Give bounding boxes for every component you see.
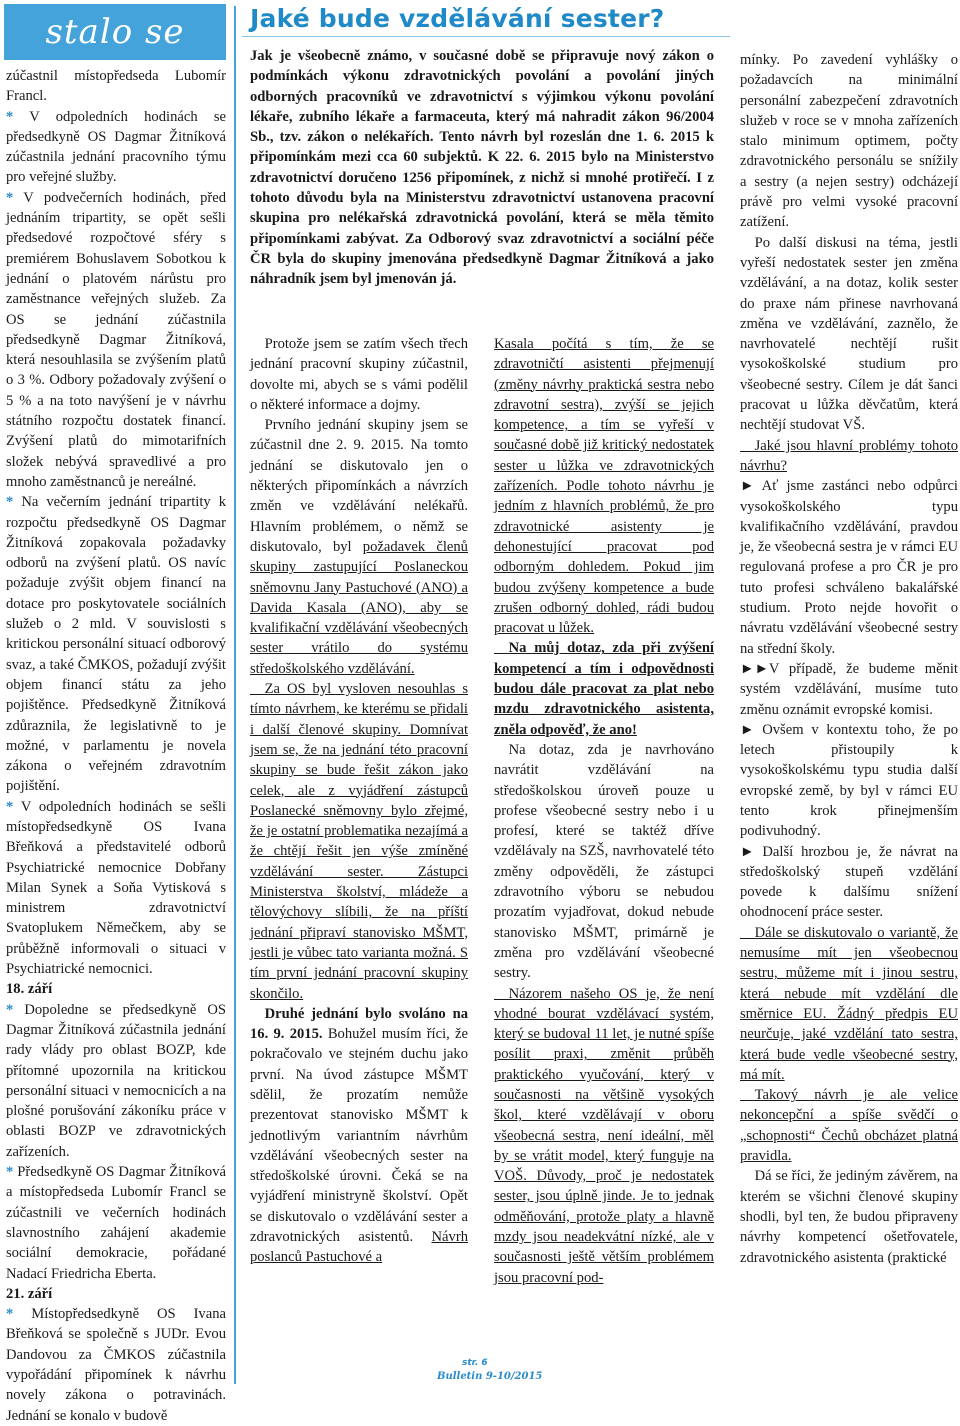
body-paragraph: Jaké jsou hlavní problémy tohoto návrhu?	[740, 437, 958, 474]
body-paragraph: Na dotaz, zda je navrhováno navrátit vzdělávání na středoškolskou úroveň pouze u profese všeobecné sestry nebo i u profesí, které se taktéž dříve vzdělávaly na SZŠ, navrhovatelé této změny odpověděli, že zástupci zdravotního výboru se nebudou prozatím vyjadřovat, dokud nebude stanovisko MŠMT, primárně je změna pro vzdělávání všeobecné sestry.	[494, 741, 714, 982]
sidebar-paragraph: zúčastnil místopředseda Lubomír Francl.	[6, 68, 226, 105]
column-divider	[234, 6, 236, 1384]
body-paragraph: Dá se říci, že jediným závěrem, na kterém se všichni členové skupiny shodli, byl ten, že budou připraveny návrhy kompetencí ošetřovatele, zdravotnického asistenta (praktické	[740, 1168, 958, 1266]
body-paragraph: Prvního jednání skupiny jsem se zúčastnil dne 2. 9. 2015. Na tomto jednání se diskutovalo jen o některých připomínkách a návrzích změn ve vzdělávání nelékařů. Hlavním problémem, o němž se diskutovalo, byl požadavek členů skupiny zastupující Poslaneckou sněmovnu Jany Pastuchové (ANO) a Davida Kasala (ANO), aby se kvalifikační vzdělávání všeobecných sester vrátilo do systému středoškolského vzdělávání.	[250, 417, 468, 677]
sidebar-text	[6, 66, 226, 1426]
sidebar-header-band	[4, 4, 226, 60]
body-paragraph: ► Ovšem v kontextu toho, že po letech přistoupily k vysokoškolskému typu studia další evropské země, by byl v rámci EU tento krok přinejmenším podivuhodný.	[740, 721, 958, 840]
article-column-1	[250, 334, 468, 1268]
body-paragraph: Kasala počítá s tím, že se zdravotničtí asistenti přejmenují (změny návrhy praktická sestra nebo zdravotní sestra), zvýší se jejich kompetence, a tím se vyřeší v současné době již kritický nedostatek sester u lůžka ve zdravotnických zařízeních. Podle tohoto návrhu je jedním z hlavních problémů, že pro zdravotnické asistenty je dehonestující pracovat pod odborným dohledem. Pokud jim budou zvýšeny kompetence a bude zrušen odborný dohled, rádi budou pracovat u lůžek.	[494, 336, 714, 637]
body-paragraph: Názorem našeho OS je, že není vhodné bourat vzdělávací systém, který se budoval 11 let, je nutné spíše posílit praxi, změnit průběh praktického vyučování, který v současnosti na většině vysokých škol, které vzdělávají v oboru všeobecná sestra, není ideální, měl by se vrátit model, který funguje na VOŠ. Důvody, proč je nedostatek sester, jsou úplně jinde. Je to jednak odměňování, protože platy a hlavně mzdy jsou neadekvátní nízké, ale v současnosti ještě větším problémem jsou pracovní pod-	[494, 985, 714, 1286]
bulletin-label: Bulletin 9-10/2015	[437, 1371, 543, 1382]
star-bullet-icon: *	[6, 108, 14, 125]
sidebar-paragraph: * V podvečerních hodinách, před jednáním tripartity, se opět sešli předsedové rozpočtové sféry s premiérem Bohuslavem Sobotkou k jednání o platovém nárůstu pro zaměstnance veřejných služeb. Za OS se jednání zúčastnila předsedkyně Dagmar Žitníková, která nesouhlasila se zvýšením platů o 3 %. Odbory požadovaly zvýšení o 5 % a na toto navýšení je v návrhu státního rozpočtu dostatek financí. Zvýšení platů do mimotarifních složek nebývá spravedlivé a pro mnoho zaměstnanců je nereálné.	[6, 189, 227, 490]
sidebar-column	[0, 0, 232, 1424]
star-bullet-icon: *	[6, 1001, 14, 1018]
star-bullet-icon: *	[6, 494, 14, 511]
title-rule	[242, 36, 730, 37]
sidebar-paragraph: * V odpoledních hodinách se sešli místopředsedkyně OS Ivana Břeňková a představitelé odborů Psychiatrické nemocnice Dobřany Milan Synek a Soňa Vytisková s ministrem zdravotnictví Svatoplukem Němečkem, aby se průběžně informovali o situaci v Psychiatrické nemocnici.	[6, 798, 226, 978]
article-column-2	[494, 334, 714, 1288]
body-paragraph: Po další diskusi na téma, jestli vyřeší nedostatek sester jen změna vzdělávání, a na dotaz, kolik sester do praxe nám přinese navrhovaná změna ve vzdělávání, zaznělo, že navrhovatelé nechtějí rušit vysokoškolské studium pro všeobecné sestry. Cílem je dát šanci pracovat u lůžka děvčatům, která nechtějí studovat VŠ.	[740, 234, 958, 434]
sidebar-paragraph: * V odpoledních hodinách se předsedkyně OS Dagmar Žitníková zúčastnila jednání pracovního týmu pro veřejné služby.	[6, 108, 227, 186]
body-paragraph: Za OS byl vysloven nesouhlas s tímto návrhem, ke kterému se přidali i další členové skupiny. Domnívat jsem se, že na jednání této pracovní skupiny se bude řešit zákon jako celek, ale z vyjádření zástupců Poslanecké sněmovny bylo zřejmé, že je ostatní problematika nezajímá a že chtějí řešit jen výše zmíněné vzdělávání sester. Zástupci Ministerstva školství, mládeže a tělovýchovy slíbili, že na příští jednání připraví stanovisko MŠMT, jestli je vůbec tato varianta možná. S tím první jednání pracovní skupiny skončilo.	[250, 681, 469, 1002]
body-paragraph: Dále se diskutovalo o variantě, že nemusíme mít jen všeobecnou sestru, můžeme mít i jinou sestru, která nebude mít vzdělání dle směrnice EU. Žádný předpis EU neurčuje, jaké vzdělání tato sestra, která bude vedle všeobecné sestry, má mít.	[740, 924, 958, 1083]
body-paragraph: Protože jsem se zatím všech třech jednání pracovní skupiny zúčastnil, dovolte mi, abych se s vámi podělil o některé informace a dojmy.	[250, 336, 468, 413]
star-bullet-icon: *	[6, 798, 14, 815]
sidebar-paragraph: * Místopředsedkyně OS Ivana Břeňková se společně s JUDr. Evou Dandovou za ČMKOS zúčastnila vypořádání připomínek k návrhu novely zákona o potravinách. Jednání se konalo v budově	[6, 1306, 226, 1424]
body-paragraph: ► Další hrozbou je, že návrat na středoškolský stupeň vzdělání povede k dalšímu snížení ohodnocení práce sester.	[740, 843, 958, 921]
sidebar-paragraph: * Na večerním jednání tripartity k rozpočtu předsedkyně OS Dagmar Žitníková zopakovala požadavky odborů na zvýšení platů. OS navíc požaduje zvýšit objem financí na dotace pro poskytovatele sociálních služeb o 2 mld. V souvislosti s kritickou personální situací odborový svaz, a také ČMKOS, požadují zvýšit objem financí státu za jeho pojištěnce. Předsedkyně Žitníková zdůraznila, že legislativně to je možné, v parlamentu je novela zákona o veřejném zdravotním pojištění.	[6, 494, 226, 795]
body-paragraph: Druhé jednání bylo svoláno na 16. 9. 2015. Bohužel musím říci, že pokračovalo ve stejném duchu jako první. Na úvod zástupce MŠMT sdělil, že prozatím nemůže prezentovat stanovisko MŠMT k jednotlivým variantním návrhům vzdělávání všeobecných sester na středoškolské úrovni. Čeká se na vyjádření ministryně školství. Opět se diskutovalo o vzdělávání sester a zdravotnických asistentů. Návrh poslanců Pastuchové a	[250, 1005, 468, 1266]
article-column-3	[740, 50, 958, 1268]
body-paragraph: mínky. Po zavedení vyhlášky o požadavcích na minimální personální zabezpečení zdravotních služeb v roce se v mnoha zařízeních stalo minimum optimem, počty zdravotnického personálu se snížily a sestry (a nejen sestry) odcházejí právě pro velmi vysoké pracovní zatížení.	[740, 52, 958, 231]
intro-paragraph: Jak je všeobecně známo, v současné době se připravuje nový zákon o podmínkách výkonu zdravotnických povolání a povolání jiných odborných pracovníků ve zdravotnictví s výjimkou výkonu povolání lékaře, zubního lékaře a farmaceuta, který má nahradit zákon 96/2004 Sb., tzv. zákon o nelékařích. Tento návrh byl rozeslán dne 1. 6. 2015 k připomínkám mezi cca 60 subjektů. K 22. 6. 2015 bylo na Ministerstvo zdravotnictví doručeno 1256 připomínek, z nichž si mnohé protiřečí. I z tohoto důvodu byla na Ministerstvu zdravotnictví ustanovena pracovní skupina pro nelékařská zdravotnická povolání, která se měla těmito připomínkami zabývat. Za Odborový svaz zdravotnictví a sociální péče ČR byla do skupiny jmenována předsedkyně Dagmar Žitníková a jako náhradník jsem byl jmenován já.	[250, 48, 715, 288]
star-bullet-icon: *	[6, 189, 14, 206]
body-paragraph: ► Ať jsme zastánci nebo odpůrci vysokoškolského typu kvalifikačního vzdělávání, pravdou je, že všeobecná sestra je v rámci EU regulovaná profese a pro ČR je pro tuto profesi schváleno bakalářské studium. Proto nejde hovořit o návratu vzdělávání všeobecné sestry na střední školy.	[740, 478, 958, 657]
page-number: str. 6	[462, 1358, 488, 1368]
body-paragraph: ►►V případě, že budeme měnit systém vzdělávání, musíme tuto změnu oznámit evropské komisi.	[740, 660, 958, 718]
body-paragraph: Na můj dotaz, zda při zvýšení kompetencí a tím i odpovědnosti budou dále pracovat za plat nebo mzdu zdravotnického asistenta, zněla odpověď, že ano!	[494, 640, 714, 738]
sidebar-date: 18. září	[6, 981, 53, 998]
star-bullet-icon: *	[6, 1164, 14, 1181]
sidebar-paragraph: * Dopoledne se předsedkyně OS Dagmar Žitníková zúčastnila jednání rady vlády pro oblast BOZP, kde přítomné upozornila na kritickou personální situaci v nemocnicích a na plošné porušování zákoníku práce v oblasti BOZP ve zdravotnických zařízeních.	[6, 1001, 226, 1160]
body-paragraph: Takový návrh je ale velice nekoncepční a spíše svědčí o „schopnosti“ Čechů obcházet platná pravidla.	[740, 1087, 958, 1165]
sidebar-title: stalo se	[45, 12, 185, 52]
article-intro	[250, 46, 714, 290]
article-title: Jaké bude vzdělávání sester?	[250, 4, 665, 33]
sidebar-paragraph: * Předsedkyně OS Dagmar Žitníková a místopředseda Lubomír Francl se zúčastnili ve večerních hodinách slavnostního zahájení akademie sociální demokracie, pořádané Nadací Friedricha Eberta.	[6, 1164, 226, 1282]
sidebar-date: 21. září	[6, 1285, 53, 1302]
star-bullet-icon: *	[6, 1306, 14, 1323]
